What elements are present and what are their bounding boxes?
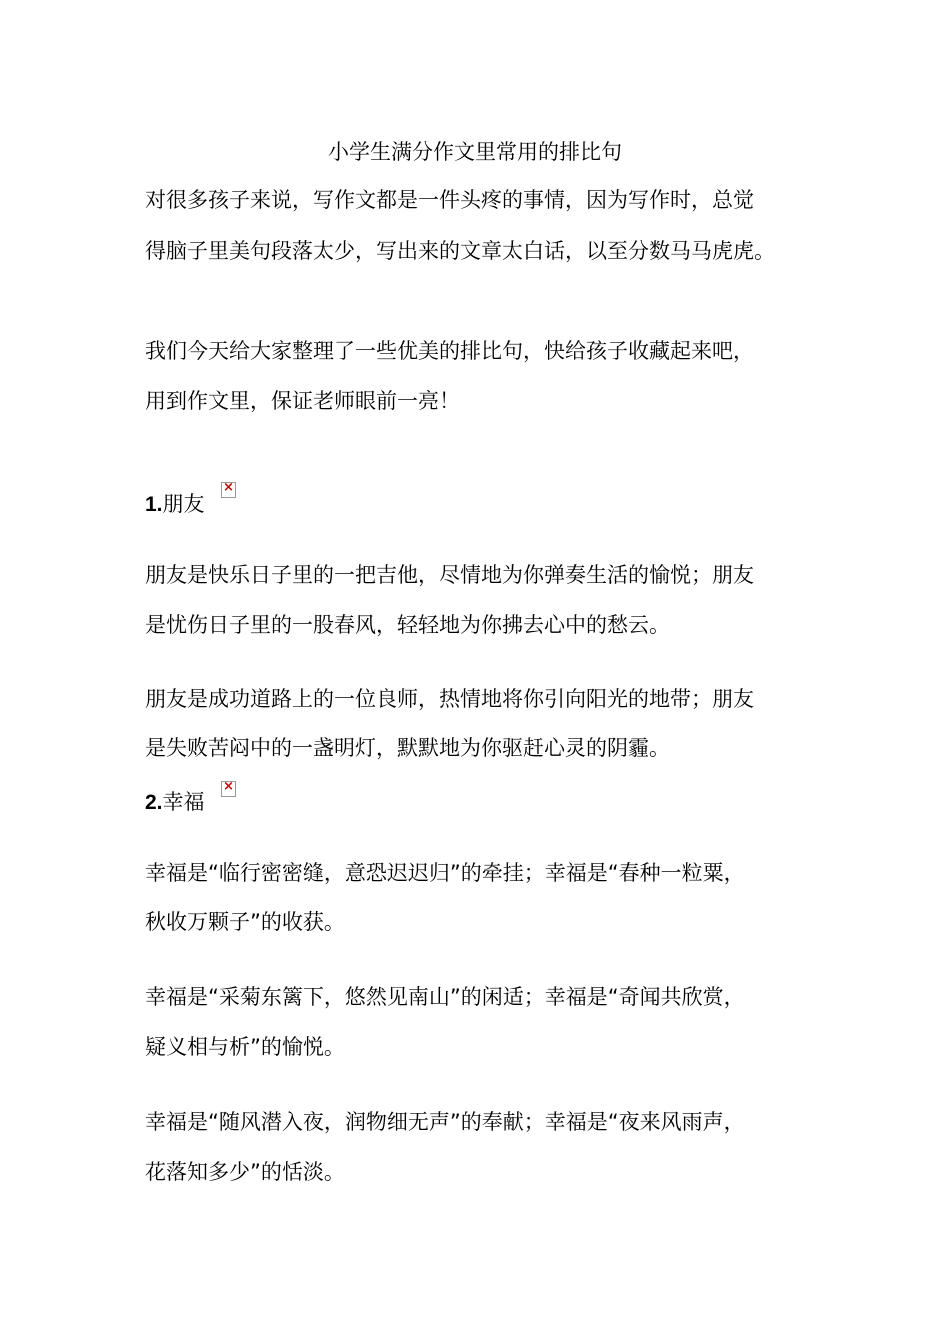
section-number: 2. xyxy=(145,791,163,814)
section-2-line-3: 幸福是“采菊东篱下，悠然见南山”的闲适；幸福是“奇闻共欣赏， xyxy=(145,985,745,1009)
document-title: 小学生满分作文里常用的排比句 xyxy=(328,140,622,164)
intro-line-2: 得脑子里美句段落太少，写出来的文章太白话，以至分数马马虎虎。 xyxy=(145,239,775,263)
section-2-line-5: 幸福是“随风潜入夜，润物细无声”的奉献；幸福是“夜来风雨声， xyxy=(145,1110,745,1134)
intro-line-1: 对很多孩子来说，写作文都是一件头疼的事情，因为写作时，总觉 xyxy=(145,188,754,212)
broken-image-icon xyxy=(221,781,236,797)
section-2-line-6: 花落知多少”的恬淡。 xyxy=(145,1160,345,1184)
section-2-line-1: 幸福是“临行密密缝，意恐迟迟归”的牵挂；幸福是“春种一粒粟， xyxy=(145,861,745,885)
section-heading-happiness xyxy=(145,787,205,818)
section-heading-friend xyxy=(145,489,205,520)
section-1-line-4: 是失败苦闷中的一盏明灯，默默地为你驱赶心灵的阴霾。 xyxy=(145,736,670,760)
section-label: 朋友 xyxy=(162,492,205,516)
broken-image-icon xyxy=(221,482,236,498)
section-2-line-2: 秋收万颗子”的收获。 xyxy=(145,910,345,934)
section-1-line-3: 朋友是成功道路上的一位良师，热情地将你引向阳光的地带；朋友 xyxy=(145,687,754,711)
intro-line-3: 我们今天给大家整理了一些优美的排比句，快给孩子收藏起来吧， xyxy=(145,339,754,363)
section-1-line-1: 朋友是快乐日子里的一把吉他，尽情地为你弹奏生活的愉悦；朋友 xyxy=(145,563,754,587)
section-number: 1. xyxy=(145,493,163,516)
section-2-line-4: 疑义相与析”的愉悦。 xyxy=(145,1035,345,1059)
section-1-line-2: 是忧伤日子里的一股春风，轻轻地为你拂去心中的愁云。 xyxy=(145,613,670,637)
intro-line-4: 用到作文里，保证老师眼前一亮！ xyxy=(145,389,460,413)
section-label: 幸福 xyxy=(162,790,205,814)
